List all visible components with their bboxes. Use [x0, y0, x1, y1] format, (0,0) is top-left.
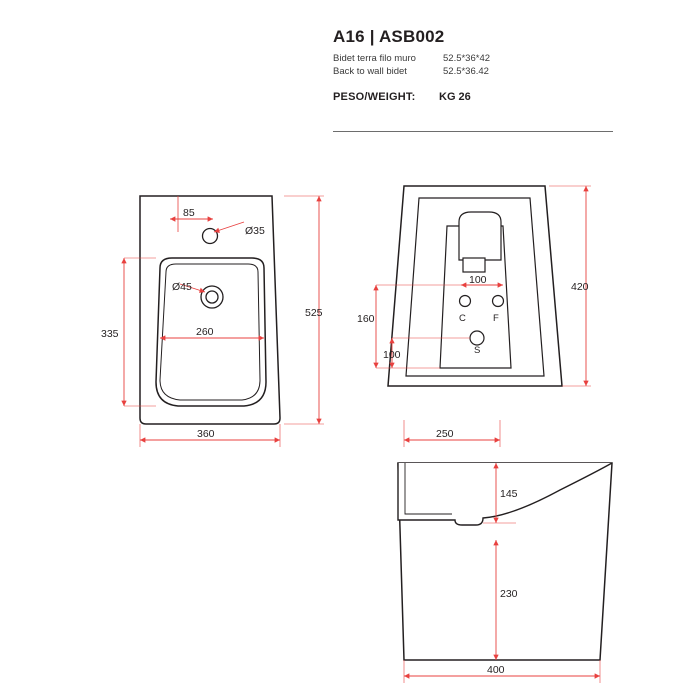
dimtext-145: 145	[500, 488, 518, 500]
weight-value: KG 26	[439, 91, 471, 104]
tap-hole-circle	[203, 229, 218, 244]
drain-circle-inner	[206, 291, 218, 303]
cold-water-connection	[460, 296, 471, 307]
tap-block	[459, 212, 501, 260]
drain-connection	[470, 331, 484, 345]
product-name-it: Bidet terra filo muro	[333, 52, 416, 64]
dimtext-400: 400	[487, 664, 505, 676]
side-view	[398, 463, 612, 683]
label-hot: F	[493, 313, 499, 324]
dimtext-100-top: 100	[469, 274, 487, 286]
dimtext-85: 85	[183, 207, 195, 219]
dimtext-100-bottom: 100	[383, 349, 401, 361]
dimtext-525: 525	[305, 307, 323, 319]
product-dim-it: 52.5*36*42	[443, 52, 491, 64]
label-drain: S	[474, 345, 481, 356]
dimtext-420: 420	[571, 281, 589, 293]
product-name-en: Back to wall bidet	[333, 66, 407, 78]
front-view	[357, 186, 591, 447]
dimtext-d35: Ø35	[245, 225, 265, 237]
top-view	[101, 196, 324, 447]
hot-water-connection	[493, 296, 504, 307]
label-cold: C	[459, 313, 466, 324]
weight-label: PESO/WEIGHT:	[333, 91, 416, 104]
dimtext-335: 335	[101, 328, 119, 340]
dimtext-250: 250	[436, 428, 454, 440]
dimtext-d45: Ø45	[172, 281, 192, 293]
dimtext-230: 230	[500, 588, 518, 600]
dimtext-260: 260	[196, 326, 214, 338]
tap-spout	[463, 258, 485, 272]
page-title: A16 | ASB002	[333, 27, 445, 46]
product-dim-en: 52.5*36.42	[443, 66, 489, 78]
dimtext-360: 360	[197, 428, 215, 440]
dimtext-160: 160	[357, 313, 375, 325]
